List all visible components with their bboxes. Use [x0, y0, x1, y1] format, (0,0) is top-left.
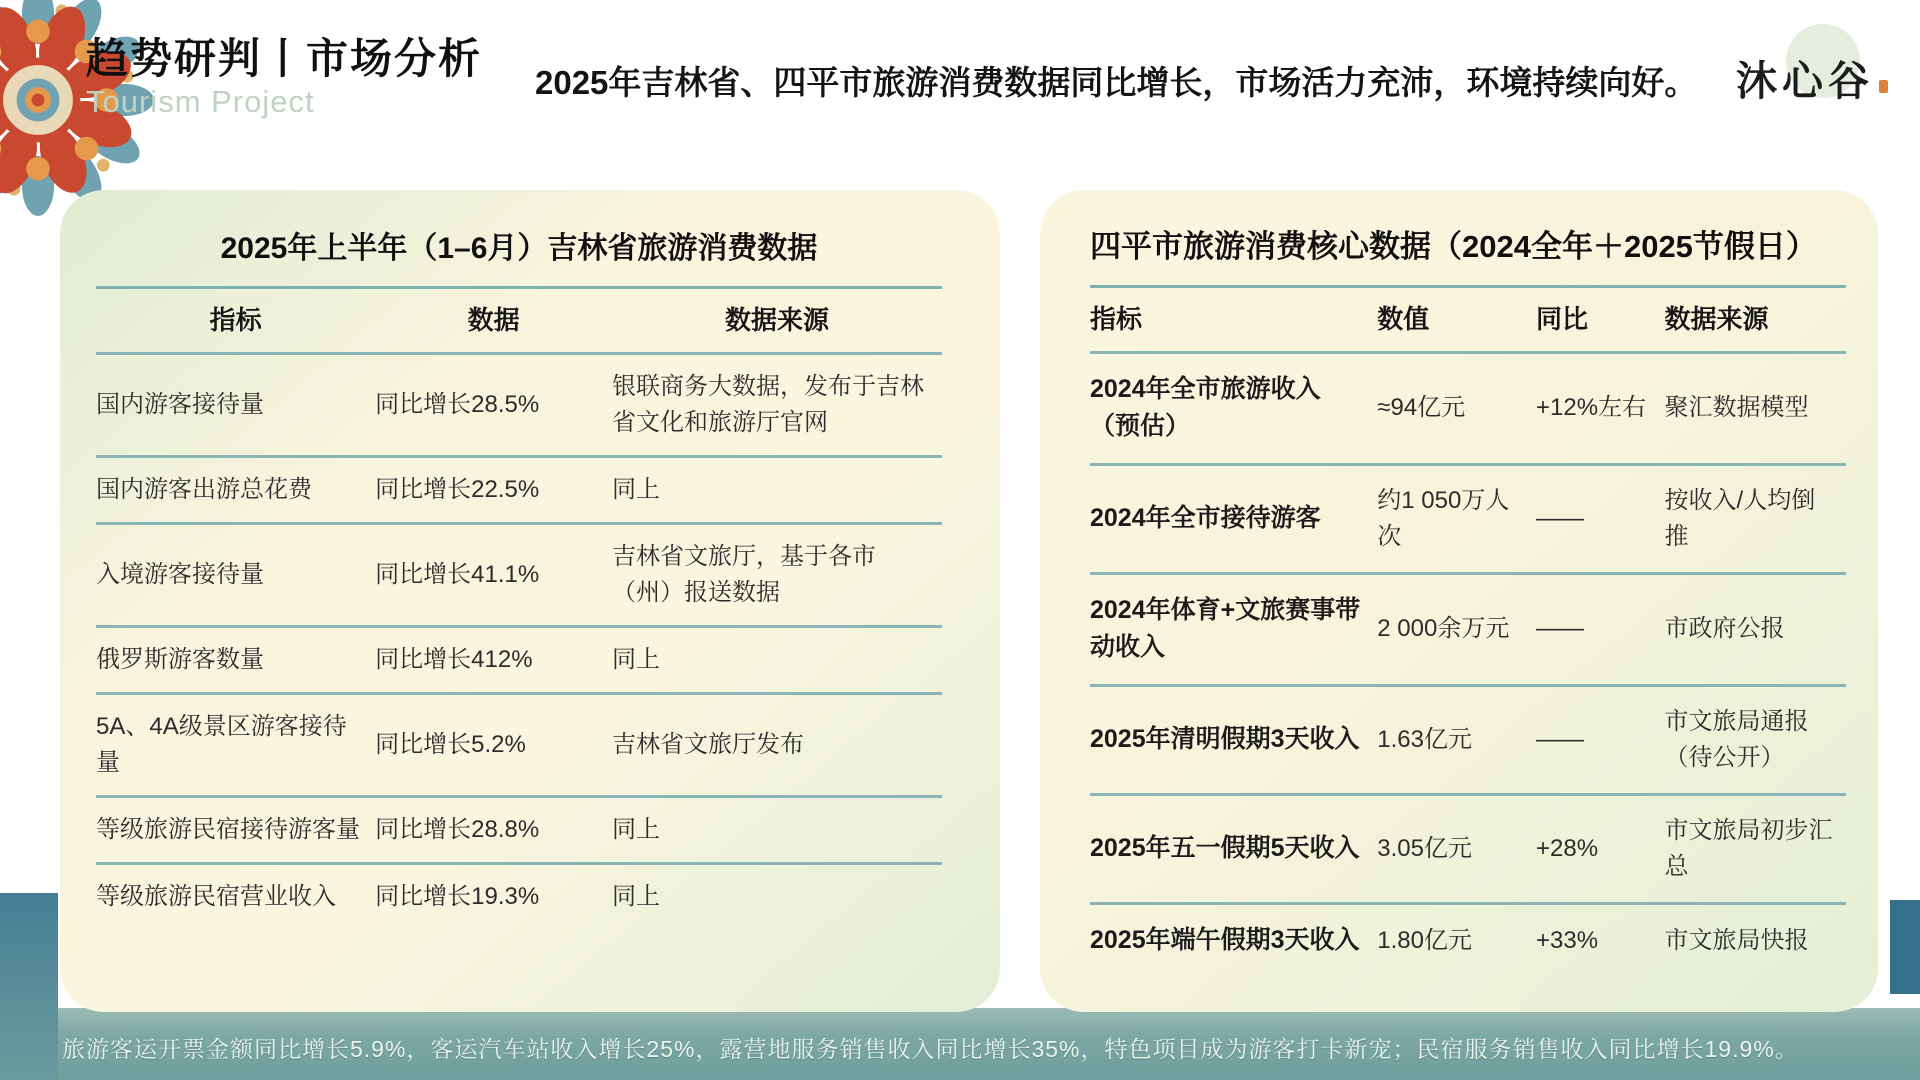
page-title: 趋势研判丨市场分析: [86, 35, 483, 82]
cell-source: 市文旅局初步汇总: [1664, 816, 1833, 880]
cell-source: 同上: [612, 645, 661, 673]
table-row: [1090, 905, 1846, 977]
left-table: [96, 289, 942, 929]
column-header: 指标: [209, 304, 262, 335]
table-row: [96, 355, 942, 458]
cell-indicator: 等级旅游民宿接待游客量: [96, 815, 360, 843]
table-row: [96, 458, 942, 525]
cell-value: 2 000余万元: [1377, 615, 1510, 643]
cell-value: 同比增长412%: [375, 645, 533, 673]
table-row: [1090, 796, 1846, 905]
logo-text: 沐心谷: [1736, 58, 1874, 104]
cell-value: ≈94亿元: [1377, 394, 1466, 422]
cell-value: 同比增长28.5%: [375, 390, 540, 418]
table-row: [1090, 575, 1846, 687]
column-header: 同比: [1536, 303, 1589, 334]
page-subtitle: Tourism Project: [86, 84, 315, 120]
cell-indicator: 俄罗斯游客数量: [96, 645, 264, 673]
cell-yoy: +28%: [1536, 834, 1599, 862]
table-row: [96, 865, 942, 929]
column-header: 数据来源: [725, 304, 830, 335]
right-table: [1090, 288, 1846, 977]
cell-yoy: +33%: [1536, 926, 1599, 954]
right-accent-bar: [1890, 900, 1920, 994]
cell-indicator: 2025年端午假期3天收入: [1090, 925, 1360, 954]
right-table-title: 四平市旅游消费核心数据（2024全年＋2025节假日）: [1090, 218, 1846, 288]
cell-value: 约1 050万人次: [1377, 486, 1510, 550]
right-table-header-row: [1090, 288, 1846, 354]
cell-source: 按收入/人均倒推: [1664, 486, 1816, 550]
cell-indicator: 2025年清明假期3天收入: [1090, 725, 1360, 753]
column-header: 数据来源: [1664, 303, 1769, 334]
cell-indicator: 2025年五一假期5天收入: [1090, 834, 1360, 862]
cell-value: 1.80亿元: [1377, 926, 1472, 954]
column-header: 指标: [1090, 303, 1143, 334]
cell-value: 同比增长5.2%: [375, 730, 526, 758]
cell-value: 同比增长22.5%: [375, 475, 540, 503]
jilin-data-panel: [60, 190, 1000, 1012]
cell-indicator: 等级旅游民宿营业收入: [96, 882, 336, 910]
table-row: [96, 695, 942, 798]
table-row: [96, 628, 942, 695]
table-row: [1090, 354, 1846, 466]
cell-source: 市文旅局快报: [1664, 926, 1809, 954]
table-row: [96, 525, 942, 628]
left-accent-bar: [0, 893, 58, 1080]
left-table-header-row: [96, 289, 942, 355]
cell-indicator: 2024年全市旅游收入（预估）: [1090, 374, 1321, 441]
title-block: [86, 36, 482, 120]
header: [0, 0, 1920, 190]
cell-source: 同上: [612, 475, 661, 503]
cell-indicator: 国内游客出游总花费: [96, 475, 312, 503]
cell-yoy: ——: [1536, 504, 1585, 532]
cell-source: 市文旅局通报（待公开）: [1664, 707, 1809, 771]
cell-value: 3.05亿元: [1377, 834, 1472, 862]
cell-source: 吉林省文旅厅，基于各市（州）报送数据: [612, 542, 877, 606]
cell-indicator: 5A、4A级景区游客接待量: [96, 712, 347, 776]
cell-yoy: ——: [1536, 725, 1585, 753]
brand-logo: [1712, 22, 1902, 112]
cell-source: 同上: [612, 882, 661, 910]
logo-seal-mark: [1879, 80, 1888, 93]
cell-value: 同比增长19.3%: [375, 882, 540, 910]
cell-source: 吉林省文旅厅发布: [612, 730, 805, 758]
cell-yoy: ——: [1536, 615, 1585, 643]
cell-indicator: 国内游客接待量: [96, 390, 264, 418]
column-header: 数据: [467, 304, 520, 335]
cell-source: 市政府公报: [1664, 615, 1785, 643]
cell-indicator: 入境游客接待量: [96, 560, 264, 588]
cell-yoy: +12%左右: [1536, 394, 1647, 422]
cell-source: 银联商务大数据，发布于吉林省文化和旅游厅官网: [612, 372, 925, 436]
cell-indicator: 2024年全市接待游客: [1090, 504, 1321, 532]
cell-value: 1.63亿元: [1377, 725, 1472, 753]
table-row: [1090, 687, 1846, 796]
cell-source: 聚汇数据模型: [1664, 394, 1809, 422]
headline: 2025年吉林省、四平市旅游消费数据同比增长，市场活力充沛，环境持续向好。: [535, 64, 1698, 101]
cell-indicator: 2024年体育+文旅赛事带动收入: [1090, 595, 1361, 662]
cell-value: 同比增长41.1%: [375, 560, 540, 588]
column-header: 数值: [1377, 303, 1430, 334]
cell-value: 同比增长28.8%: [375, 815, 540, 843]
table-row: [1090, 466, 1846, 575]
table-row: [96, 798, 942, 865]
siping-data-panel: [1040, 190, 1878, 1012]
left-table-title: 2025年上半年（1–6月）吉林省旅游消费数据: [96, 220, 942, 289]
cell-source: 同上: [612, 815, 661, 843]
footer-band: [0, 1008, 1920, 1080]
footer-summary-text: 旅游客运开票金额同比增长5.9%，客运汽车站收入增长25%，露营地服务销售收入同比增长35%，特色项目成为游客打卡新宠；民宿服务销售收入同比增长19.9%。: [62, 1036, 1799, 1062]
